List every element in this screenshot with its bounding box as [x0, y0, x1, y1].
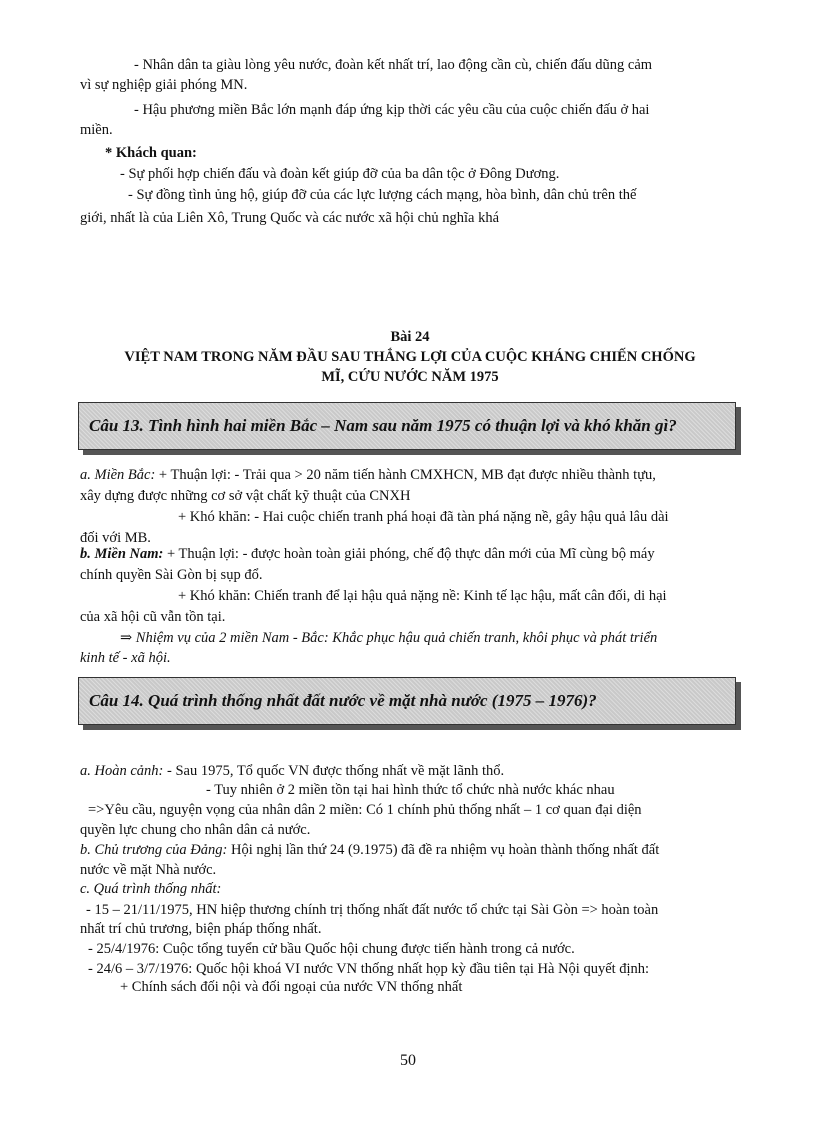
paragraph-line: quyền lực chung cho nhân dân cả nước. [80, 822, 311, 838]
paragraph-line: - 24/6 – 3/7/1976: Quốc hội khoá VI nước VN thống nhất họp kỳ đầu tiên tại Hà Nội quyết định: [88, 961, 650, 977]
question-14-box [78, 677, 736, 725]
paragraph-line: - Hậu phương miền Bắc lớn mạnh đáp ứng kịp thời các yêu cầu của cuộc chiến đấu ở hai [134, 102, 650, 118]
question-13-box [78, 402, 736, 450]
paragraph-line: xây dựng được những cơ sở vật chất kỹ thuật của CNXH [80, 488, 411, 504]
section-label: a. Hoàn cảnh: [80, 763, 164, 779]
paragraph-line: + Khó khăn: - Hai cuộc chiến tranh phá hoại đã tàn phá nặng nề, gây hậu quả lâu dài [178, 509, 669, 525]
paragraph-line: - Tuy nhiên ở 2 miền tồn tại hai hình thức tổ chức nhà nước khác nhau [206, 782, 615, 798]
paragraph-line: + Khó khăn: Chiến tranh để lại hậu quả nặng nề: Kinh tế lạc hậu, mất cân đối, di hại [178, 588, 667, 604]
paragraph-line: miền. [80, 122, 113, 138]
question-14-title: Câu 14. Quá trình thống nhất đất nước về mặt nhà nước (1975 – 1976)? [89, 691, 597, 710]
lesson-number: Bài 24 [390, 329, 430, 345]
paragraph-line: - 25/4/1976: Cuộc tổng tuyển cử bầu Quốc hội chung được tiến hành trong cả nước. [88, 941, 575, 957]
section-label: c. Quá trình thống nhất: [80, 881, 222, 897]
paragraph-line: của xã hội cũ vẫn tồn tại. [80, 609, 226, 625]
section-label: a. Miền Bắc: [80, 467, 156, 483]
paragraph-line [80, 466, 656, 484]
paragraph-line: vì sự nghiệp giải phóng MN. [80, 77, 248, 93]
page-number: 50 [400, 1052, 416, 1069]
paragraph-line: giới, nhất là của Liên Xô, Trung Quốc và các nước xã hội chủ nghĩa khá [80, 210, 500, 226]
paragraph-line [80, 841, 659, 859]
paragraph-line: - Sự phối hợp chiến đấu và đoàn kết giúp đỡ của ba dân tộc ở Đông Dương. [120, 166, 560, 182]
paragraph-line: nước về mặt Nhà nước. [80, 862, 217, 878]
conclusion-line: kinh tế - xã hội. [80, 650, 171, 666]
paragraph-line: - 15 – 21/11/1975, HN hiệp thương chính trị thống nhất đất nước tổ chức tại Sài Gòn => hoàn toàn [86, 902, 659, 918]
paragraph-line: nhất trí chủ trương, biện pháp thống nhất. [80, 921, 322, 937]
lesson-title-continued: MĨ, CỨU NƯỚC NĂM 1975 [321, 369, 499, 385]
question-13-title: Câu 13. Tình hình hai miền Bắc – Nam sau năm 1975 có thuận lợi và khó khăn gì? [89, 416, 677, 435]
text-run: + Thuận lợi: - Trải qua > 20 năm tiến hành CMXHCN, MB đạt được nhiều thành tựu, [155, 467, 656, 483]
paragraph-line [80, 762, 504, 780]
paragraph-line: - Nhân dân ta giàu lòng yêu nước, đoàn kết nhất trí, lao động cần cù, chiến đấu dũng cảm [134, 57, 653, 73]
section-label: b. Chủ trương của Đảng: [80, 842, 228, 858]
subheading-objective: * Khách quan: [105, 145, 197, 161]
paragraph-line: =>Yêu cầu, nguyện vọng của nhân dân 2 miền: Có 1 chính phủ thống nhất – 1 cơ quan đại diện [88, 802, 642, 818]
text-run: - Sau 1975, Tổ quốc VN được thống nhất về mặt lãnh thổ. [163, 763, 505, 779]
text-run: Hội nghị lần thứ 24 (9.1975) đã đề ra nhiệm vụ hoàn thành thống nhất đất [227, 842, 660, 858]
paragraph-line: - Sự đồng tình ủng hộ, giúp đỡ của các lực lượng cách mạng, hòa bình, dân chủ trên thế [128, 187, 637, 203]
conclusion-line: ⇒ Nhiệm vụ của 2 miền Nam - Bắc: Khắc phục hậu quả chiến tranh, khôi phục và phát triển [120, 630, 658, 646]
section-label: b. Miền Nam: [80, 546, 164, 562]
text-run: + Thuận lợi: - được hoàn toàn giải phóng, chế độ thực dân mới của Mĩ cùng bộ máy [163, 546, 655, 562]
paragraph-line: đối với MB. [80, 530, 151, 546]
paragraph-line [80, 545, 655, 563]
paragraph-line: chính quyền Sài Gòn bị sụp đổ. [80, 567, 263, 583]
lesson-title: VIỆT NAM TRONG NĂM ĐẦU SAU THẮNG LỢI CỦA CUỘC KHÁNG CHIẾN CHỐNG [124, 349, 696, 365]
paragraph-line: + Chính sách đối nội và đối ngoại của nước VN thống nhất [120, 979, 463, 995]
